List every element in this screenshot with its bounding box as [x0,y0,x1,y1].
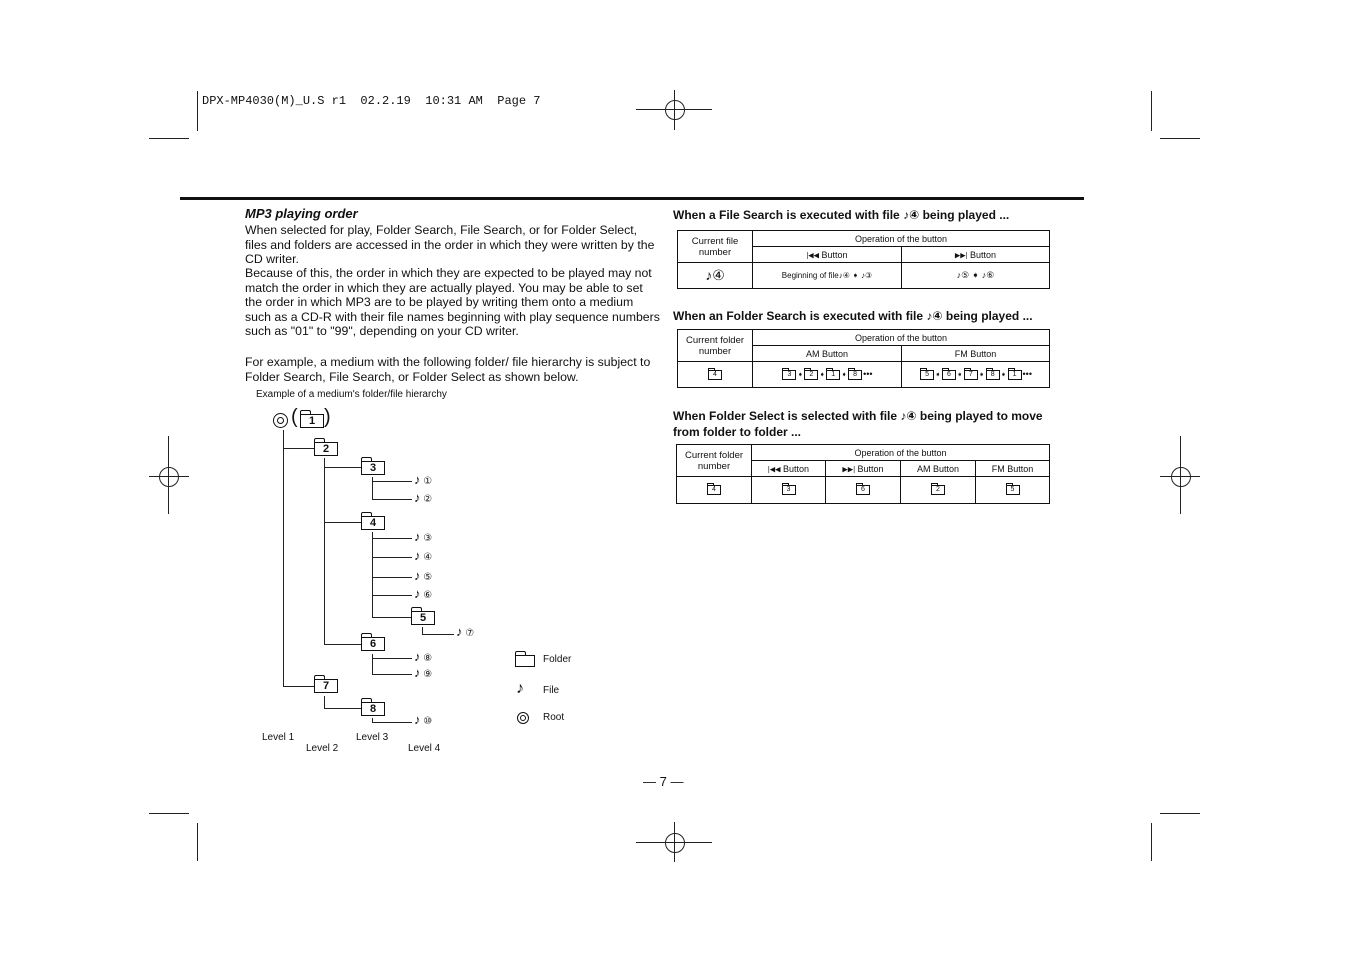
am-result-cell [901,477,976,504]
file-search-heading: When a File Search is executed with file ♪④ being played ... [673,208,1010,222]
folder-1-icon: 1 [300,414,324,428]
level-2-label: Level 2 [306,743,339,754]
operation-header: Operation of the button [753,231,1050,247]
note-icon: ♪ [414,712,421,727]
file-1: ♪ ① [414,472,433,487]
folder-search-table [677,329,1050,388]
folder-icon: 8 [848,370,862,380]
operation-header: Operation of the button [752,445,1050,461]
folder-icon: 7 [964,370,978,380]
folder-search-heading: When an Folder Search is executed with file ♪④ being played ... [673,309,1033,323]
note-icon: ♪ [414,529,421,544]
file-10: ♪ ⑩ [414,712,433,727]
folder-icon: 2 [931,485,945,495]
fm-result-cell [976,477,1050,504]
file-search-table [677,230,1050,289]
note-icon: ♪ [414,665,421,680]
file-6: ♪ ⑥ [414,586,433,601]
current-folder-header: Current folder number [678,330,753,362]
note-icon: ♪ [414,586,421,601]
example-caption: Example of a medium's folder/file hierarchy [256,389,447,400]
current-file-header: Current file number [678,231,753,263]
paragraph-1: When selected for play, Folder Search, File Search, or for Folder Select, files and folders are accessed in the order in which they were written by the CD writer. [245,223,655,267]
print-header: DPX-MP4030(M)_U.S r1 02.2.19 10:31 AM Page 7 [202,94,541,108]
fm-button-header: FM Button [902,346,1050,362]
folder-icon: 4 [707,485,721,495]
folder-icon: 1 [826,370,840,380]
paragraph-3: For example, a medium with the following folder/ file hierarchy is subject to Folder Search, File Search, or Folder Select as shown below. [245,355,651,384]
fm-sequence-cell: 5 ➧ 6 ➧ 7 ➧ 8 ➧ 1 ••• [902,362,1050,388]
note-icon: ♪ [414,548,421,563]
skip-next-icon: ▶▶| [842,466,856,474]
file-5: ♪ ⑤ [414,568,433,583]
folder-icon: 3 [782,485,796,495]
current-folder-header: Current folder number [677,445,752,477]
file-2: ♪ ② [414,490,433,505]
legend-file-label: File [543,685,560,696]
level-3-label: Level 3 [356,732,389,743]
folder-2-icon: 2 [314,442,338,456]
folder-icon: 5 [1006,485,1020,495]
legend-folder-label: Folder [543,654,572,665]
top-rule [180,197,1084,200]
folder-5-icon: 5 [411,611,435,625]
folder-icon: 4 [708,370,722,380]
prev-button-header: |◀◀ Button [752,461,826,477]
current-folder-cell [677,477,752,504]
level-1-label: Level 1 [262,732,295,743]
note-icon: ♪ [414,568,421,583]
root-paren-close: ) [324,406,331,428]
next-button-header: ▶▶| Button [826,461,901,477]
level-4-label: Level 4 [408,743,441,754]
next-result-cell: ♪⑤ ➧ ♪⑥ [902,263,1050,289]
folder-6-icon: 6 [361,637,385,651]
next-button-header: ▶▶| Button [902,247,1050,263]
folder-select-heading-1: When Folder Select is selected with file ♪④ being played to move [673,409,1043,423]
section-title: MP3 playing order [245,206,358,221]
am-button-header: AM Button [901,461,976,477]
file-4: ♪ ④ [414,548,433,563]
file-legend-icon: ♪ [516,680,524,697]
folder-icon: 8 [986,370,1000,380]
current-folder-cell [678,362,753,388]
file-8: ♪ ⑧ [414,649,433,664]
paragraph-2: Because of this, the order in which they are expected to be played may not match the order in which they are actually played. You may be able to set the order in which MP3 are to be played by writing them onto a medium such as a CD-R with their file names beginning with play sequence numbers such as "01" to "99", depending on your CD writer. [245,266,660,339]
current-file-cell: ♪④ [678,263,753,289]
folder-select-table [676,444,1050,504]
file-9: ♪ ⑨ [414,665,433,680]
folder-icon: 6 [856,485,870,495]
operation-header: Operation of the button [753,330,1050,346]
skip-prev-icon: |◀◀ [806,252,820,260]
folder-icon: 2 [804,370,818,380]
note-icon: ♪ [414,472,421,487]
am-button-header: AM Button [753,346,902,362]
note-icon: ♪ [414,649,421,664]
folder-select-heading-2: from folder to folder ... [673,425,801,439]
prev-result-cell: Beginning of file♪④ ➧ ♪③ [753,263,902,289]
folder-7-icon: 7 [314,679,338,693]
fm-button-header: FM Button [976,461,1050,477]
folder-3-icon: 3 [361,461,385,475]
prev-result-cell [752,477,826,504]
folder-icon: 5 [920,370,934,380]
file-3: ♪ ③ [414,529,433,544]
note-icon: ♪ [456,624,463,639]
folder-8-icon: 8 [361,702,385,716]
note-icon: ♪ [414,490,421,505]
folder-4-icon: 4 [361,516,385,530]
folder-icon: 3 [782,370,796,380]
skip-next-icon: ▶▶| [954,252,968,260]
root-icon [273,413,288,428]
page-number: — 7 — [643,774,684,789]
skip-prev-icon: |◀◀ [767,466,781,474]
folder-icon: 1 [1008,370,1022,380]
prev-button-header: |◀◀ Button [753,247,902,263]
legend-root-label: Root [543,712,565,723]
file-7: ♪ ⑦ [456,624,475,639]
am-sequence-cell: 3 ➧ 2 ➧ 1 ➧ 8 ••• [753,362,902,388]
next-result-cell [826,477,901,504]
folder-legend-icon [515,655,535,667]
root-paren-open: ( [291,406,298,428]
root-legend-icon [517,712,529,724]
folder-icon: 6 [942,370,956,380]
